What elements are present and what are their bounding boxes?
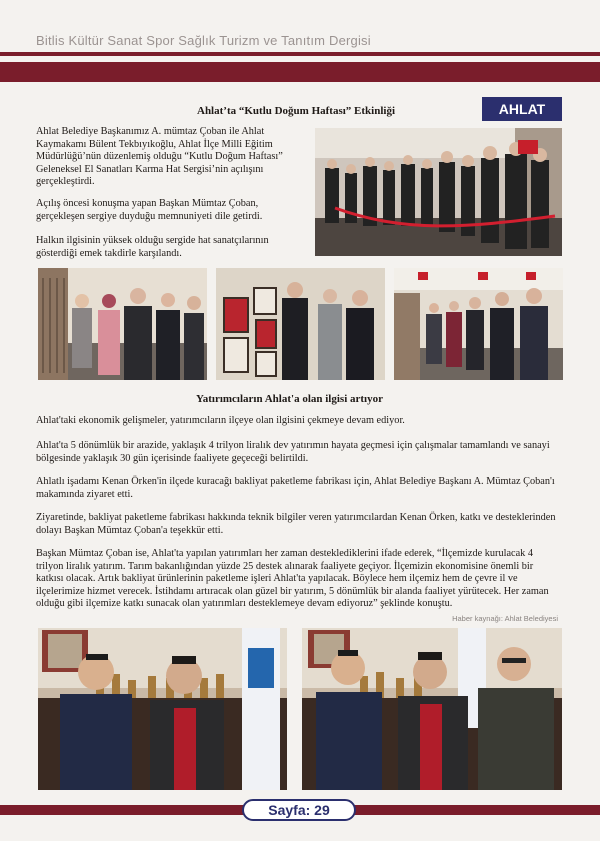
article-1-title: Ahlat’ta “Kutlu Doğum Haftası” Etkinliği (197, 105, 396, 117)
header-band-thin (0, 52, 600, 56)
article-2-paragraph: Ahlatlı işadamı Kenan Örken'in ilçede kuracağı bakliyat paketleme fabrikası için, Ahlat Belediye Başkanı A. Mümtaz Çoban'ı makamında ziyaret etti. (36, 476, 555, 500)
news-source: Haber kaynağı: Ahlat Belediyesi (452, 614, 558, 623)
office-handshake-photo-1 (38, 628, 287, 790)
ribbon-cutting-photo (315, 128, 562, 256)
office-handshake-photo-2 (302, 628, 562, 790)
article-2-paragraph: Ahlat'ta 5 dönümlük bir arazide, yaklaşık 4 trilyon liralık dev yatırımın hayata geçmesi için çalışmalar tamamlandı ve sanayi bölgesinde yaklaşık 30 gün içerisinde faaliyete geçeceği belirtildi. (36, 440, 550, 464)
exhibition-photo-3 (394, 268, 563, 380)
article-2-paragraph: Başkan Mümtaz Çoban ise, Ahlat'ta yapılan yatırımları her zaman desteklediklerini ifade ederek, “İlçemizde kurulacak 4 trilyon liralık yatırım. Tarım bakanlığından yüzde 25 destek alınarak faaliyete geçiyor. İlçemizin ekonomisine önemli bir katkısı olacak. Artık bakliyat ürünlerinin paketleme işleri Ahlat'ta yapılacak. Böylece hem ilçemiz hem de çevre il ve ilçelerimize hizmet verecek. İstihdamı artıracak olan güzel bir yatırım, 5 dönümlük bir alanda faaliyet yürütecek. Her zaman olduğu gibi ilçemize katkı sunacak olan yatırımları desteklemeye devam ediyoruz” şeklinde konuştu. (36, 548, 549, 610)
page-number: Sayfa: 29 (242, 799, 356, 821)
section-badge: AHLAT (482, 97, 562, 121)
article-1-paragraph: Halkın ilgisinin yüksek olduğu sergide hat sanatçılarının gösterdiği emek takdirle karşılandı. (36, 235, 269, 259)
exhibition-photo-1 (38, 268, 207, 380)
exhibition-photo-2 (216, 268, 385, 380)
magazine-title: Bitlis Kültür Sanat Spor Sağlık Turizm ve Tanıtım Dergisi (36, 33, 371, 48)
article-2-paragraph: Ahlat'taki ekonomik gelişmeler, yatırımcıların ilçeye olan ilgisini çekmeye devam ediyor. (36, 415, 405, 426)
article-1-paragraph: Ahlat Belediye Başkanımız A. mümtaz Çoban ile Ahlat Kaymakamı Bülent Tekbıyıkoğlu, Ahlat İlçe Milli Eğitim Müdürlüğü’nün düzenlemiş olduğu “Kutlu Doğum Haftası” Geleneksel El Sanatları Karma Hat Sergisi’nin açılışını gerçekleştirdi. (36, 126, 283, 188)
article-2-paragraph: Ziyaretinde, bakliyat paketleme fabrikası hakkında teknik bilgiler veren yatırımcılardan Kenan Örken, katkı ve desteklerinden dolayı Başkan Mümtaz Çoban'a teşekkür etti. (36, 512, 556, 536)
article-1-paragraph: Açılış öncesi konuşma yapan Başkan Mümtaz Çoban, gerçekleşen sergiye duyduğu memnuniyeti dile getirdi. (36, 198, 263, 222)
article-2-title: Yatırımcıların Ahlat'a olan ilgisi artıyor (196, 393, 383, 405)
header-band-thick (0, 62, 600, 82)
